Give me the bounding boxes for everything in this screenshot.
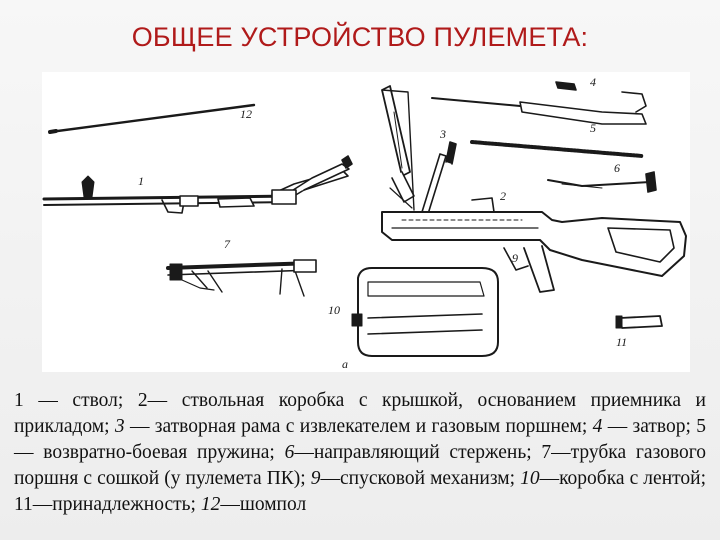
label-a: а: [342, 357, 348, 371]
caption-num-12: 12: [200, 494, 221, 515]
part-guide-rod-top: [432, 82, 646, 124]
label-12: 12: [240, 107, 252, 121]
caption-text-9: —спусковой механизм;: [320, 468, 521, 489]
part-guide-rod: [548, 172, 656, 192]
caption-num-9: 9: [310, 468, 321, 489]
part-bolt-carrier: [382, 86, 456, 214]
part-barrel: [44, 156, 352, 213]
label-7: 7: [224, 237, 230, 251]
label-10: 10: [328, 303, 340, 317]
label-5: 5: [590, 121, 596, 135]
part-ammo-box: [352, 268, 498, 356]
caption-text-3: — затворная рама с извлекателем и газовым поршнем;: [124, 416, 593, 437]
machine-gun-diagram: [42, 72, 690, 372]
caption-num-6: 6: [284, 442, 295, 463]
caption-text-12: —шомпол: [220, 494, 307, 515]
label-3: 3: [440, 127, 446, 141]
label-1: 1: [138, 174, 144, 188]
part-cleaning-rod: [50, 105, 254, 132]
caption-num-4: 4: [592, 416, 603, 437]
label-6: 6: [614, 161, 620, 175]
part-accessory: [616, 316, 662, 328]
figure-caption: [14, 388, 706, 518]
caption-text-10: —коробка с лентой; 11—принадлежность;: [14, 468, 706, 515]
part-gas-tube-bipod: [168, 260, 316, 296]
caption-num-3: 3: [114, 416, 125, 437]
label-9: 9: [512, 251, 518, 265]
label-2: 2: [500, 189, 506, 203]
label-4: 4: [590, 75, 596, 89]
caption-text-6: —направляющий стержень; 7—трубка газового поршня с сошкой (у пулемета ПК);: [14, 442, 706, 489]
page-title: ОБЩЕЕ УСТРОЙСТВО ПУЛЕМЕТА:: [131, 22, 589, 52]
label-11: 11: [616, 335, 628, 349]
caption-text-4: — затвор; 5 — возвратно-боевая пружина;: [14, 416, 706, 463]
caption-text-1: 1 — ствол; 2— ствольная коробка с крышкой, основанием приемника и прикладом;: [14, 390, 706, 437]
part-return-spring: [472, 142, 642, 156]
caption-num-10: 10: [520, 468, 540, 489]
